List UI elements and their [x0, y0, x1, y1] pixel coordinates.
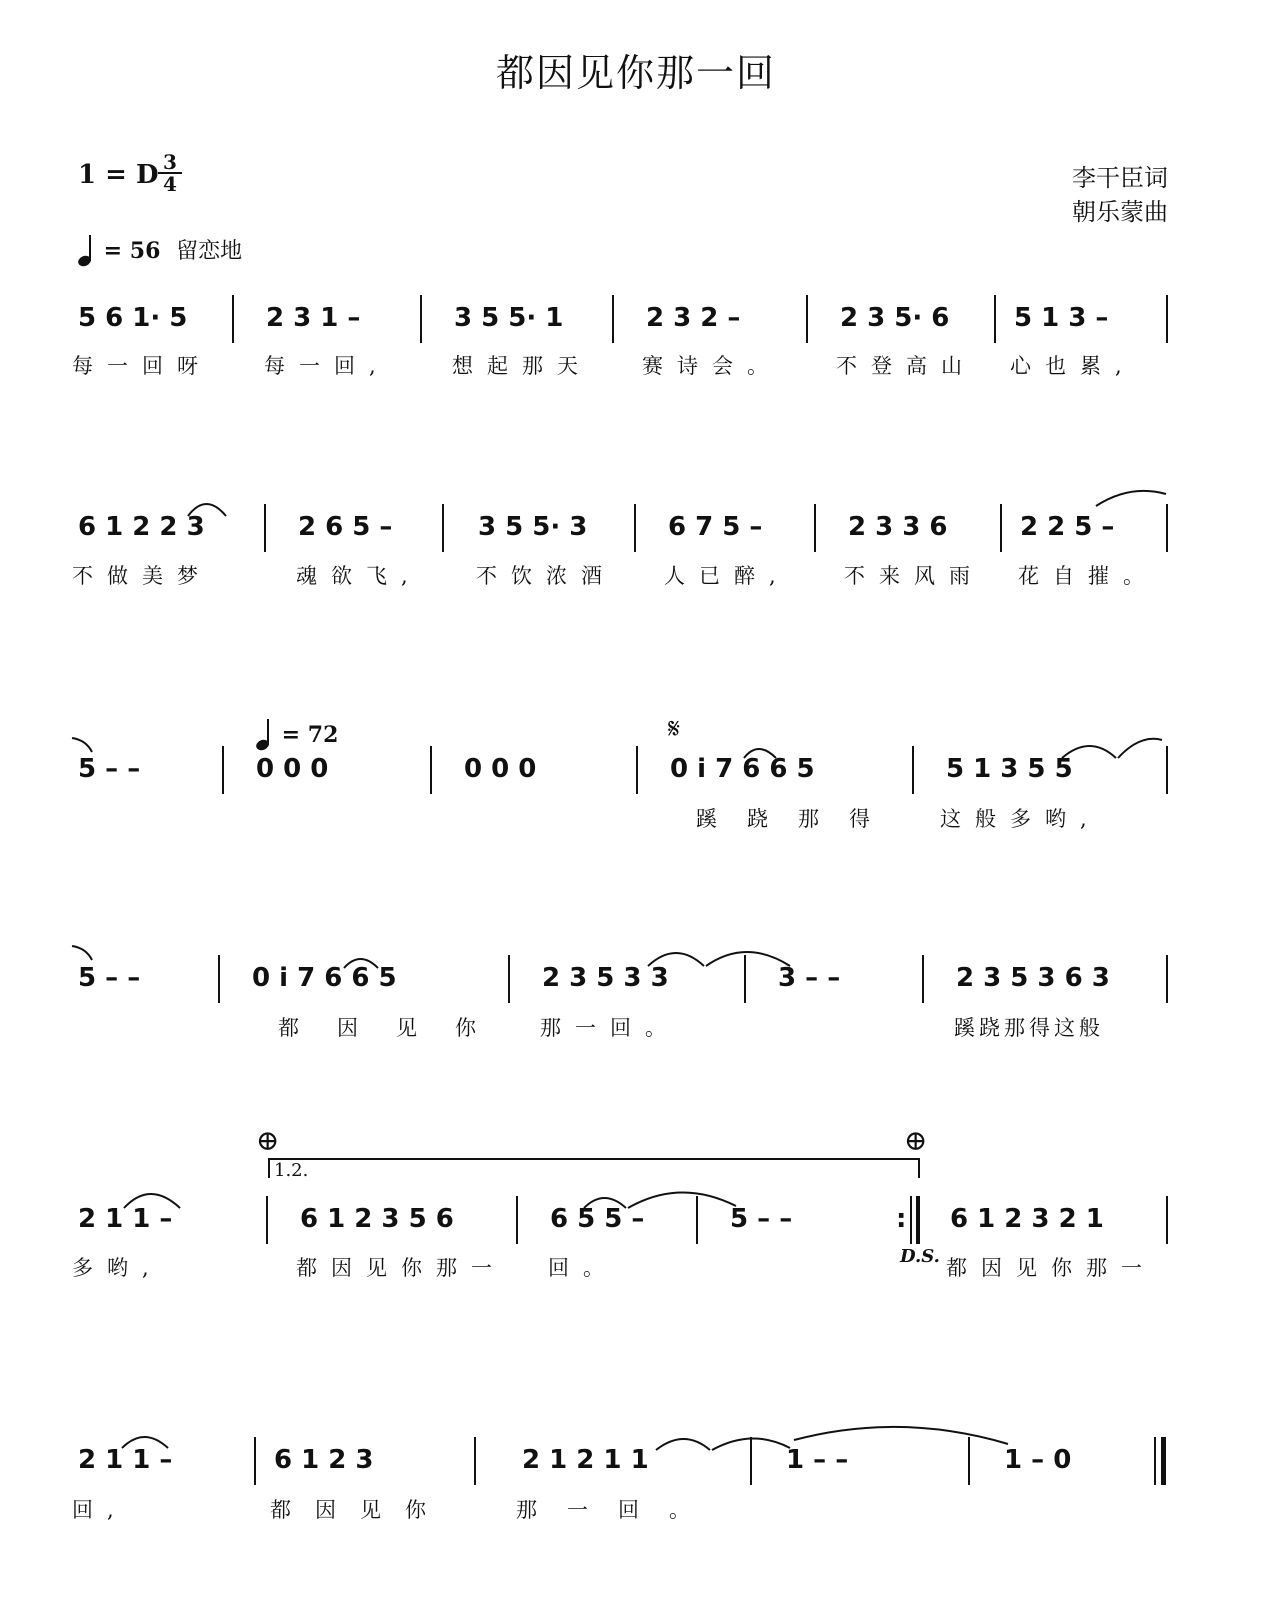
measure: 5 – – — [78, 754, 141, 784]
measure: 2 1 1 – — [78, 1445, 173, 1475]
measure: 5 – – — [730, 1204, 793, 1234]
barline — [222, 746, 224, 794]
time-signature-bottom: 4 — [158, 172, 182, 194]
final-barline-thin — [1154, 1437, 1156, 1485]
barline — [508, 955, 510, 1003]
barline — [1166, 504, 1168, 552]
score-row-6 — [0, 1437, 1272, 1497]
lyric-text: 不登高山 — [836, 354, 976, 378]
barline — [442, 504, 444, 552]
lyrics-row-3 — [0, 803, 1272, 863]
lyric-text: 想起那天 — [452, 354, 592, 378]
lyric-text: 心也累, — [1010, 354, 1136, 378]
measure: 6 1 2 3 2 1 — [950, 1204, 1104, 1234]
coda-icon: ⊕ — [256, 1124, 280, 1157]
lyric-text: 每一回, — [264, 354, 390, 378]
barline — [696, 1196, 698, 1244]
measure: 5 1 3 5 5 — [946, 754, 1073, 784]
measure: 5 – – — [78, 963, 141, 993]
measure: 6 1 2 3 — [274, 1445, 374, 1475]
barline — [1166, 1196, 1168, 1244]
volta-label: 1.2. — [274, 1160, 309, 1181]
barline — [420, 295, 422, 343]
time-signature-top: 3 — [163, 150, 177, 174]
barline — [636, 746, 638, 794]
lyric-text: 每一回呀 — [72, 354, 212, 378]
measure: 2 3 2 – — [646, 303, 741, 333]
lyric-text: 不饮浓酒 — [476, 564, 616, 588]
lyric-text: 这般多哟, — [940, 807, 1101, 831]
lyric-text: 回。 — [548, 1256, 618, 1280]
time-signature — [158, 152, 182, 194]
coda-icon: ⊕ — [904, 1124, 928, 1157]
repeat-barline-thick — [916, 1196, 920, 1244]
score-row-2 — [0, 504, 1272, 564]
measure: 6 7 5 – — [668, 512, 763, 542]
measure: 2 1 1 – — [78, 1204, 173, 1234]
lyrics-row-1 — [0, 350, 1272, 410]
measure: 5 6 1· 5 — [78, 303, 188, 333]
score-row-4 — [0, 955, 1272, 1015]
repeat-barline — [910, 1196, 912, 1244]
lyric-text: 都因见你那一 — [296, 1256, 506, 1280]
lyric-text: 那一回。 — [516, 1498, 720, 1522]
barline — [744, 955, 746, 1003]
tempo-marking-1 — [78, 234, 242, 266]
barline — [922, 955, 924, 1003]
barline — [806, 295, 808, 343]
score-row-3 — [0, 746, 1272, 806]
measure: 2 3 5· 6 — [840, 303, 950, 333]
barline — [254, 1437, 256, 1485]
measure: 1 – 0 — [1004, 1445, 1072, 1475]
measure: 3 5 5· 1 — [454, 303, 564, 333]
measure: 0 i 7 6 6 5 — [252, 963, 397, 993]
key-signature: 1 = D — [78, 160, 159, 190]
barline — [1000, 504, 1002, 552]
barline — [1166, 955, 1168, 1003]
barline — [218, 955, 220, 1003]
quarter-note-icon — [78, 234, 96, 266]
lyric-text: 蹊跷那得这般 — [954, 1016, 1104, 1040]
lyric-text: 都因见你那一 — [946, 1256, 1156, 1280]
page-title: 都因见你那一回 — [495, 51, 776, 95]
measure: 6 1 2 2 3 — [78, 512, 205, 542]
barline — [912, 746, 914, 794]
barline — [516, 1196, 518, 1244]
composer-credit: 朝乐蒙曲 — [1072, 198, 1168, 226]
measure: 0 i 7 6 6 5 — [670, 754, 815, 784]
lyric-text: 回, — [72, 1498, 128, 1522]
lyric-text: 不做美梦 — [72, 564, 212, 588]
measure: 2 3 5 3 3 — [542, 963, 669, 993]
lyricist-credit: 李干臣词 — [1072, 164, 1168, 192]
score-row-1 — [0, 295, 1272, 355]
tempo-expression: 留恋地 — [176, 239, 243, 264]
barline — [232, 295, 234, 343]
barline — [750, 1437, 752, 1485]
lyric-text: 人已醉, — [664, 564, 790, 588]
measure: 0 0 0 — [256, 754, 329, 784]
barline — [994, 295, 996, 343]
tempo-value-2: = 72 — [281, 722, 339, 748]
segno-icon: 𝄋 — [668, 712, 681, 745]
lyric-text: 都因见你 — [278, 1016, 514, 1040]
lyric-text: 魂欲飞, — [296, 564, 422, 588]
lyric-text: 花自摧。 — [1018, 564, 1158, 588]
measure: 2 1 2 1 1 — [522, 1445, 649, 1475]
repeat-dots: : — [896, 1204, 907, 1234]
measure: 5 1 3 – — [1014, 303, 1109, 333]
measure: 2 3 3 6 — [848, 512, 948, 542]
measure: 2 3 5 3 6 3 — [956, 963, 1110, 993]
barline — [264, 504, 266, 552]
barline — [266, 1196, 268, 1244]
measure: 1 – – — [786, 1445, 849, 1475]
lyric-text: 蹊跷那得 — [696, 807, 900, 831]
measure: 0 0 0 — [464, 754, 537, 784]
score-row-5 — [0, 1196, 1272, 1256]
barline — [430, 746, 432, 794]
measure: 6 1 2 3 5 6 — [300, 1204, 454, 1234]
measure: 2 6 5 – — [298, 512, 393, 542]
lyrics-row-4 — [0, 1012, 1272, 1072]
barline — [474, 1437, 476, 1485]
barline — [968, 1437, 970, 1485]
barline — [634, 504, 636, 552]
barline — [1166, 746, 1168, 794]
final-barline-thick — [1161, 1437, 1166, 1485]
barline — [1166, 295, 1168, 343]
lyrics-row-5 — [0, 1246, 1272, 1312]
measure: 6 5 5 – — [550, 1204, 645, 1234]
lyric-text: 都因见你 — [270, 1498, 450, 1522]
lyrics-row-6 — [0, 1494, 1272, 1554]
lyric-text: 多哟, — [72, 1256, 163, 1280]
tempo-value: = 56 — [103, 238, 161, 264]
lyrics-row-2 — [0, 560, 1272, 620]
barline — [612, 295, 614, 343]
measure: 3 5 5· 3 — [478, 512, 588, 542]
lyric-text: 那一回。 — [540, 1016, 680, 1040]
measure: 3 – – — [778, 963, 841, 993]
lyric-text: 不来风雨 — [844, 564, 984, 588]
barline — [814, 504, 816, 552]
measure: 2 2 5 – — [1020, 512, 1115, 542]
dal-segno-label: D.S. — [900, 1246, 940, 1267]
measure: 2 3 1 – — [266, 303, 361, 333]
lyric-text: 赛诗会。 — [642, 354, 782, 378]
volta-bracket — [268, 1158, 920, 1181]
